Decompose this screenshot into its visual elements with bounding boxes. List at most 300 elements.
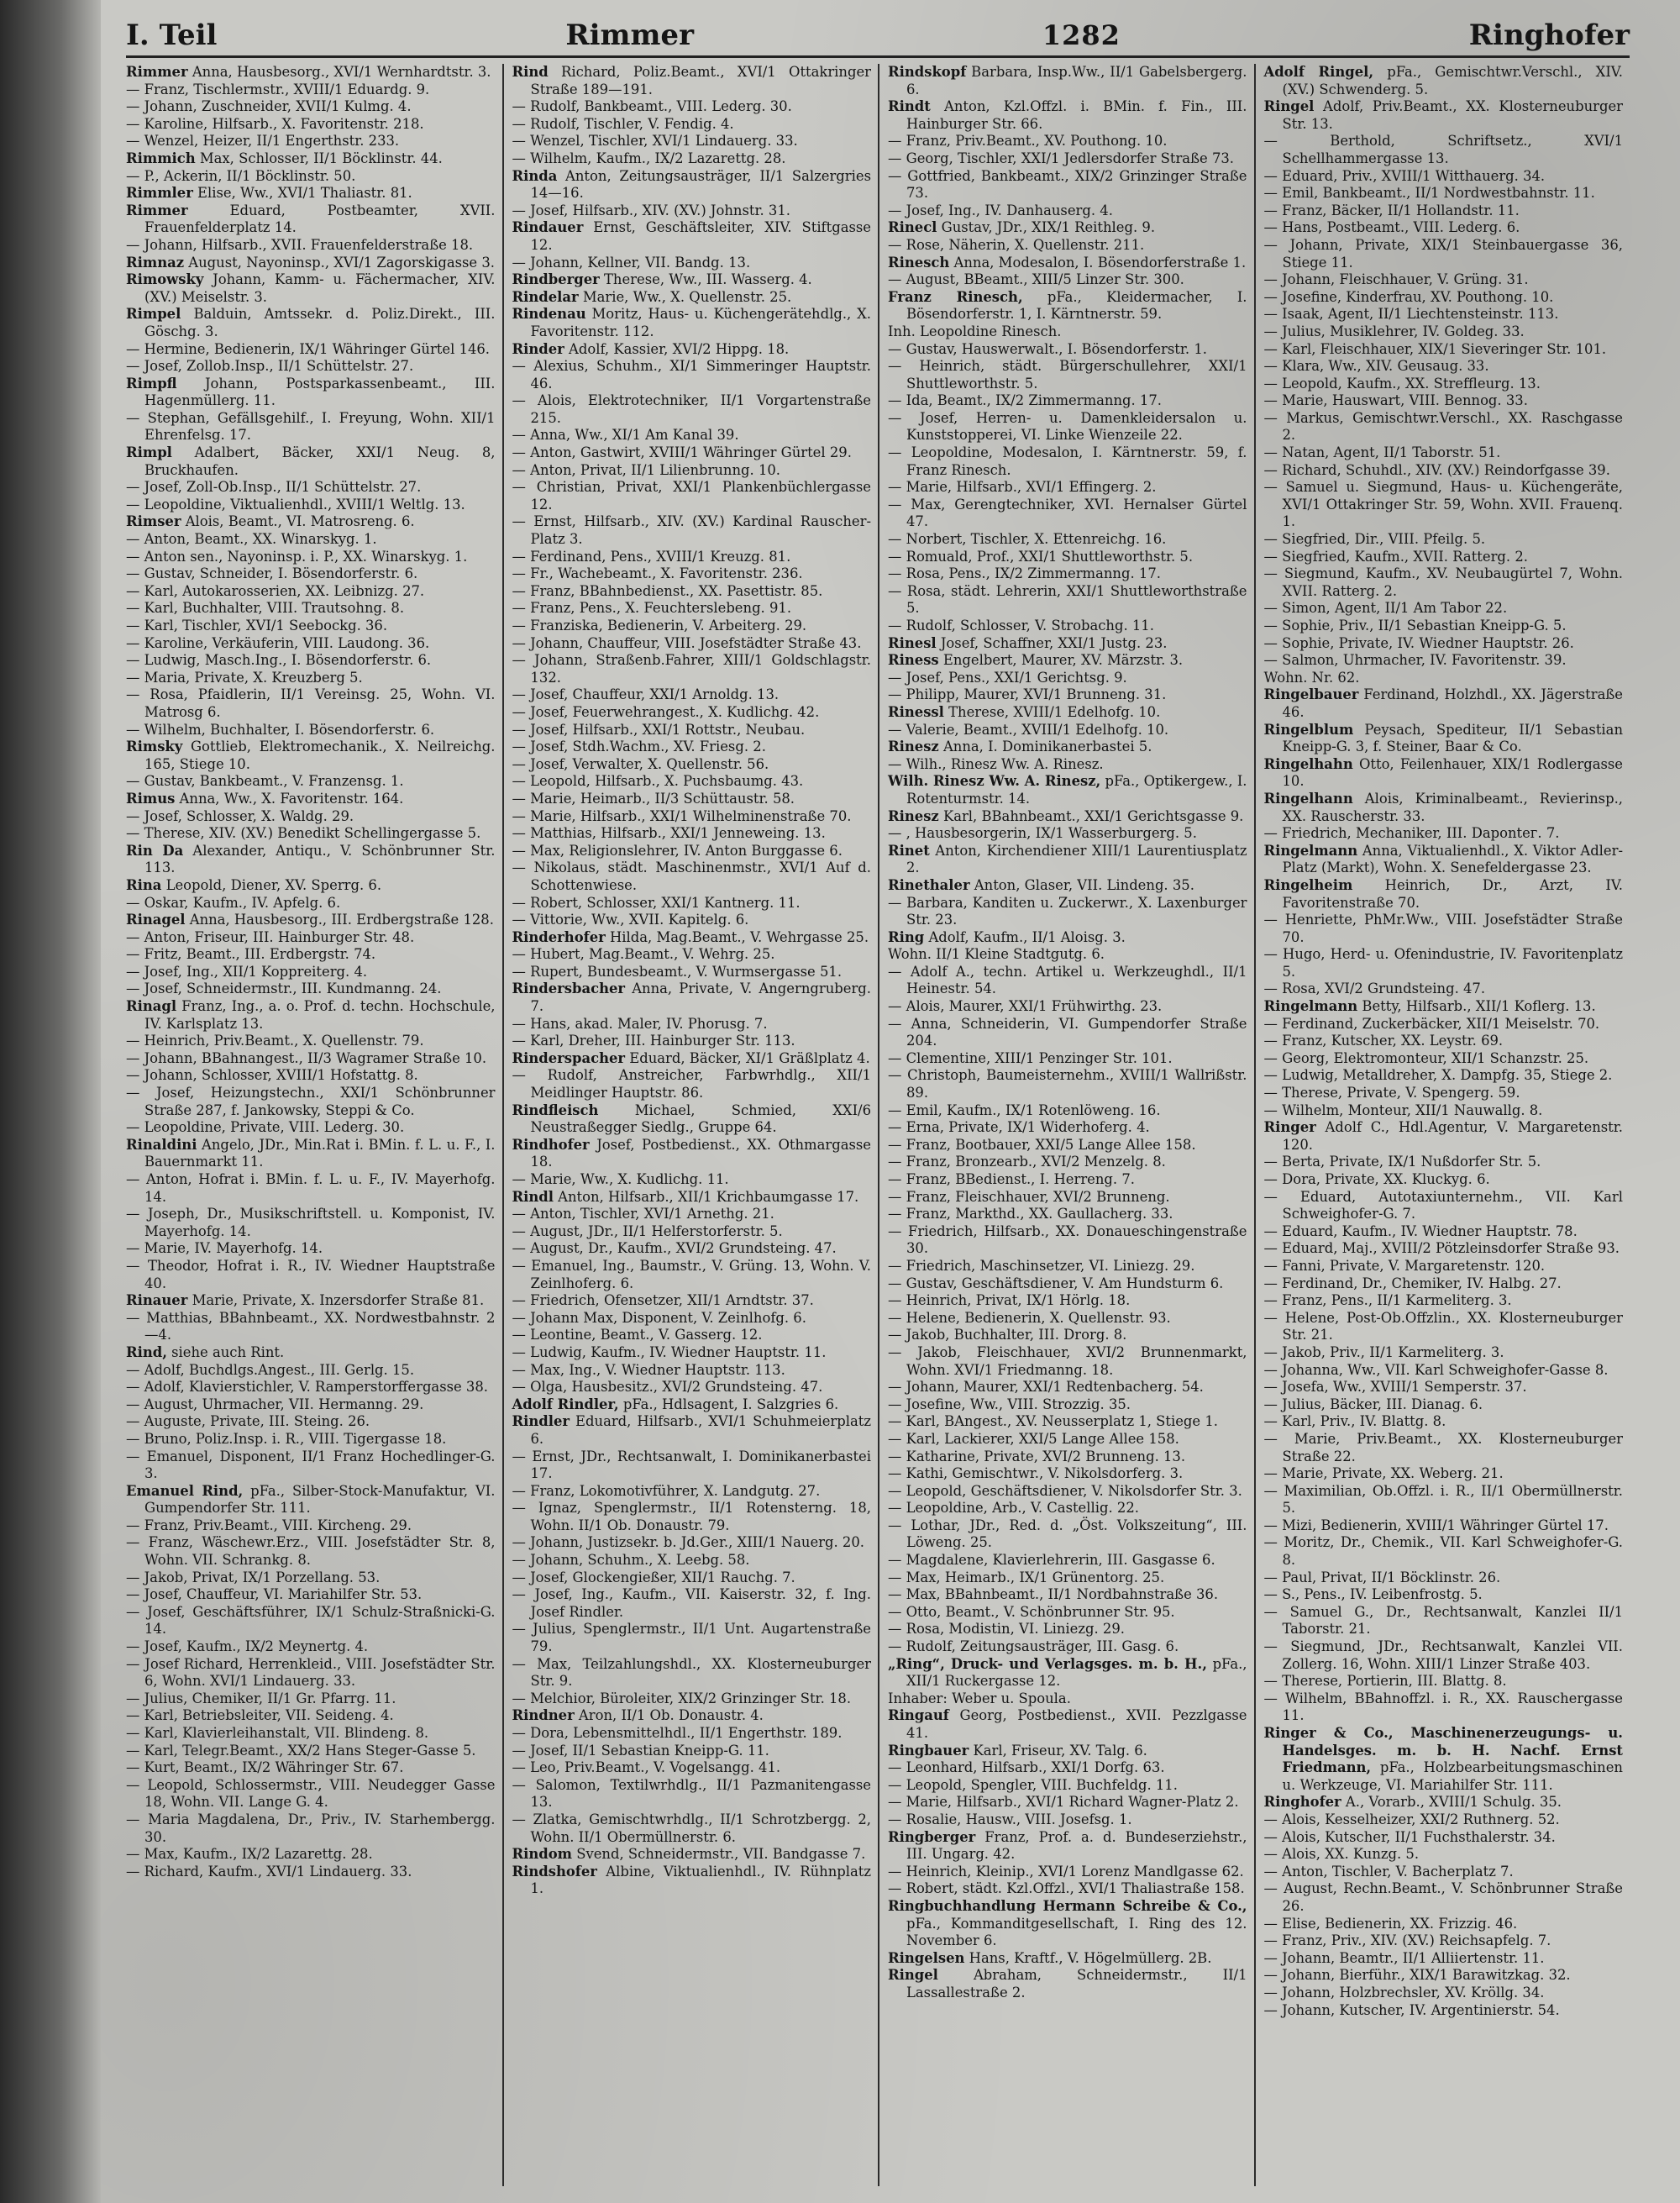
entry-text: — Rosa, Modistin, VI. Liniezg. 29. xyxy=(888,1621,1125,1638)
directory-entry xyxy=(512,1552,872,1569)
directory-entry xyxy=(888,1950,1247,1968)
directory-entry xyxy=(1264,1932,1624,1950)
entry-text: — Oskar, Kaufm., IV. Apfelg. 6. xyxy=(126,894,341,911)
entry-text: — Anna, Ww., XI/1 Am Kanal 39. xyxy=(512,427,739,444)
directory-entry xyxy=(888,219,1247,237)
entry-text: — Franz, BBedienst., I. Herreng. 7. xyxy=(888,1171,1135,1187)
directory-entry xyxy=(512,219,872,254)
directory-entry xyxy=(512,1171,872,1189)
directory-entry xyxy=(1264,410,1624,444)
entry-text: — Erna, Private, IX/1 Widerhoferg. 4. xyxy=(888,1119,1150,1136)
entry-text: — Johann, BBahnangest., II/3 Wagramer Straße 10. xyxy=(126,1049,487,1066)
directory-entry xyxy=(512,583,872,601)
directory-entry xyxy=(512,1067,872,1102)
directory-entry xyxy=(126,1050,496,1068)
directory-entry xyxy=(888,1967,1247,2001)
entry-text: — Wilhelm, BBahnoffzl. i. R., XX. Rauschergasse 11. xyxy=(1263,1690,1623,1724)
directory-entry xyxy=(126,791,496,808)
directory-entry xyxy=(1264,946,1624,981)
directory-entry xyxy=(512,255,872,272)
entry-text: — Dora, Private, XX. Kluckyg. 6. xyxy=(1263,1171,1490,1187)
directory-entry xyxy=(126,1413,496,1431)
directory-entry xyxy=(126,1846,496,1864)
directory-entry xyxy=(126,1638,496,1656)
entry-surname: Rindelar xyxy=(512,288,579,305)
directory-entry xyxy=(1264,877,1624,912)
directory-entry xyxy=(1264,98,1624,133)
entry-text: Therese, Ww., III. Wasserg. 4. xyxy=(599,271,812,288)
directory-entry xyxy=(1264,998,1624,1016)
entry-text: — Emil, Kaufm., IX/1 Rotenlöweng. 16. xyxy=(888,1102,1161,1118)
entry-text: — Franz, Kutscher, XX. Leystr. 69. xyxy=(1263,1033,1504,1049)
entry-surname: Rinagl xyxy=(126,998,177,1015)
directory-entry xyxy=(512,133,872,150)
directory-entry xyxy=(1264,185,1624,202)
entry-text: — Leopold, Kaufm., XX. Streffleurg. 13. xyxy=(1263,375,1541,392)
entry-surname: Rimpl xyxy=(126,444,172,461)
entry-surname: Adolf Rindler, xyxy=(512,1396,619,1412)
entry-surname: Rinda xyxy=(512,167,558,184)
directory-entry xyxy=(512,1206,872,1223)
entry-surname: Rindner xyxy=(512,1707,575,1724)
directory-entry xyxy=(126,964,496,981)
entry-text: Richard, Poliz.Beamt., XVI/1 Ottakringer Straße 189—191. xyxy=(530,64,871,97)
entry-text: — Gustav, Hauswerwalt., I. Bösendorferstr. 1. xyxy=(888,340,1207,357)
entry-text: — Anna, Schneiderin, VI. Gumpendorfer Straße 204. xyxy=(888,1015,1247,1049)
directory-entry xyxy=(1264,1050,1624,1068)
entry-text: — Johann, Schuhm., X. Leebg. 58. xyxy=(512,1552,750,1569)
directory-entry xyxy=(126,185,496,202)
directory-entry xyxy=(512,1223,872,1241)
directory-entry xyxy=(1264,670,1624,687)
entry-text: — Franz, Tischlermstr., XVIII/1 Eduardg. 9. xyxy=(126,81,430,97)
directory-entry xyxy=(888,895,1247,929)
directory-entry xyxy=(888,1137,1247,1154)
entry-text: Ernst, Geschäftsleiter, XIV. Stiftgasse 12. xyxy=(530,219,871,253)
entry-surname: Rinesz xyxy=(888,739,939,755)
directory-entry xyxy=(512,1743,872,1760)
directory-entry xyxy=(512,600,872,618)
directory-entry xyxy=(512,116,872,134)
entry-text: Adalbert, Bäcker, XXI/1 Neug. 8, Bruckhaufen. xyxy=(144,444,496,478)
directory-entry xyxy=(888,1552,1247,1569)
entry-text: — Ferdinand, Dr., Chemiker, IV. Halbg. 27. xyxy=(1263,1275,1562,1291)
directory-entry xyxy=(1264,549,1624,566)
entry-text: — Rose, Näherin, X. Quellenstr. 211. xyxy=(888,236,1145,253)
entry-text: Adolf, Kaufm., II/1 Aloisg. 3. xyxy=(924,928,1126,945)
directory-entry xyxy=(1264,1275,1624,1293)
directory-entry xyxy=(512,895,872,912)
directory-entry xyxy=(888,1743,1247,1760)
directory-entry xyxy=(126,998,496,1033)
page-header xyxy=(126,15,1630,58)
entry-text: — Anton sen., Nayoninsp. i. P., XX. Winarskyg. 1. xyxy=(126,548,468,565)
directory-entry xyxy=(888,64,1247,98)
directory-entry xyxy=(888,1449,1247,1466)
directory-entry xyxy=(1264,1864,1624,1881)
entry-text: — Josef, Chauffeur, VI. Mariahilfer Str. 53. xyxy=(126,1586,423,1603)
directory-entry xyxy=(512,479,872,513)
directory-entry xyxy=(888,341,1247,359)
directory-entry xyxy=(512,843,872,860)
directory-entry xyxy=(1264,912,1624,946)
directory-entry xyxy=(1264,1258,1624,1275)
entry-surname: Rinessl xyxy=(888,703,944,720)
directory-entry xyxy=(512,1102,872,1137)
entry-surname: Rindskopf xyxy=(888,64,967,80)
entry-surname: Ringberger xyxy=(888,1828,976,1845)
directory-entry xyxy=(1264,618,1624,635)
directory-entry xyxy=(1264,1379,1624,1396)
directory-entry xyxy=(1264,1171,1624,1189)
entry-text: — Josefine, Ww., VIII. Strozzig. 35. xyxy=(888,1396,1131,1412)
directory-entry xyxy=(1264,1690,1624,1725)
entry-text: — Hans, Postbeamt., VIII. Lederg. 6. xyxy=(1263,219,1520,236)
entry-text: — Johann Max, Disponent, V. Zeinlhofg. 6. xyxy=(512,1309,806,1326)
entry-text: Johann, Kamm- u. Fächermacher, XIV. (XV.) Meiselstr. 3. xyxy=(144,271,496,305)
entry-text: — Anton, Beamt., XX. Winarskyg. 1. xyxy=(126,531,377,548)
entry-text: — Norbert, Tischler, X. Ettenreichg. 16. xyxy=(888,531,1167,548)
entry-text: — Ernst, JDr., Rechtsanwalt, I. Dominikanerbastei 17. xyxy=(512,1448,871,1482)
entry-text: — Emanuel, Ing., Baumstr., V. Grüng. 13, Wohn. V. Zeinlhoferg. 6. xyxy=(512,1257,871,1291)
directory-entry xyxy=(126,1864,496,1881)
entry-text: — Elise, Bedienerin, XX. Frizzig. 46. xyxy=(1263,1915,1518,1932)
entry-text: — Karl, Klavierleihanstalt, VII. Blindeng. 8. xyxy=(126,1725,429,1741)
directory-entry xyxy=(126,1396,496,1414)
directory-entry xyxy=(1264,825,1624,843)
directory-entry xyxy=(126,1379,496,1396)
entry-text: pFa., Holzbearbeitungsmaschinen u. Werkzeuge, VI. Mariahilfer Str. 111. xyxy=(1282,1759,1623,1793)
directory-entry xyxy=(512,392,872,427)
directory-entry xyxy=(1264,565,1624,600)
directory-entry xyxy=(512,427,872,444)
entry-text: Anton, Kzl.Offzl. i. BMin. f. Fin., III. Hainburger Str. 66. xyxy=(906,98,1247,132)
entry-text: — Max, Heimarb., IX/1 Grünentorg. 25. xyxy=(888,1569,1165,1585)
directory-entry xyxy=(1264,1880,1624,1915)
directory-entry xyxy=(512,773,872,791)
entry-text: — Karl, Autokarosserien, XX. Leibnizg. 27. xyxy=(126,582,425,599)
entry-text: Franz, Ing., a. o. Prof. d. techn. Hochschule, IV. Karlsplatz 13. xyxy=(144,998,496,1032)
entry-text: — Philipp, Maurer, XVI/1 Brunneng. 31. xyxy=(888,686,1167,703)
directory-entry xyxy=(512,1864,872,1898)
directory-entry xyxy=(512,808,872,826)
entry-text: — Johann, Chauffeur, VIII. Josefstädter Straße 43. xyxy=(512,634,862,651)
entry-text: — Marie, Ww., X. Kudlichg. 11. xyxy=(512,1171,729,1187)
entry-text: — Leopoldine, Modesalon, I. Kärntnerstr. 59, f. Franz Rinesch. xyxy=(888,444,1247,478)
directory-entry xyxy=(1264,1846,1624,1864)
entry-text: — Franz, Priv.Beamt., XV. Pouthong. 10. xyxy=(888,133,1168,150)
directory-entry xyxy=(512,1016,872,1033)
entry-surname: Rimmer xyxy=(126,202,188,218)
entry-text: — Eduard, Kaufm., IV. Wiedner Hauptstr. 78. xyxy=(1263,1222,1578,1239)
entry-text: Wohn. Nr. 62. xyxy=(1263,669,1360,686)
entry-surname: Rinethaler xyxy=(888,876,970,893)
directory-entry xyxy=(126,635,496,653)
directory-entry xyxy=(126,773,496,791)
entry-text: Anna, Hausbesorg., XVI/1 Wernhardtstr. 3. xyxy=(187,64,491,80)
entry-text: — Rudolf, Zeitungsausträger, III. Gasg. 6. xyxy=(888,1638,1179,1655)
directory-entry xyxy=(512,168,872,202)
directory-entry xyxy=(126,929,496,947)
directory-entry xyxy=(1264,237,1624,271)
entry-text: — Richard, Kaufm., XVI/1 Lindauerg. 33. xyxy=(126,1863,412,1880)
entry-text: — Leopold, Geschäftsdiener, V. Nikolsdorfer Str. 3. xyxy=(888,1482,1242,1499)
entry-text: Alois, Beamt., VI. Matrosreng. 6. xyxy=(181,513,415,530)
directory-entry xyxy=(1264,1033,1624,1050)
directory-entry xyxy=(512,1137,872,1171)
directory-entry xyxy=(512,1344,872,1362)
entry-text: pFa., Optikergew., I. Rotenturmstr. 14. xyxy=(906,773,1247,807)
directory-entry xyxy=(1264,358,1624,376)
directory-entry xyxy=(126,1362,496,1380)
directory-entry xyxy=(512,1483,872,1501)
entry-text: — Franz, Bäcker, II/1 Hollandstr. 11. xyxy=(1263,202,1520,218)
entry-text: — Josef, Chauffeur, XXI/1 Arnoldg. 13. xyxy=(512,686,780,703)
entry-text: — Berta, Private, IX/1 Nußdorfer Str. 5. xyxy=(1263,1154,1541,1170)
directory-entry xyxy=(1264,686,1624,721)
directory-entry xyxy=(126,946,496,964)
entry-surname: Emanuel Rind, xyxy=(126,1482,244,1499)
directory-entry xyxy=(888,704,1247,722)
entry-text: — Therese, Private, V. Spengerg. 59. xyxy=(1263,1085,1520,1102)
entry-text: — Sophie, Private, IV. Wiedner Hauptstr. 26. xyxy=(1263,634,1574,651)
directory-entry xyxy=(888,583,1247,618)
entry-text: Adolf C., Hdl.Agentur, V. Margaretenstr. 120. xyxy=(1282,1119,1623,1153)
entry-surname: Rimnaz xyxy=(126,254,185,271)
entry-text: — Barbara, Kanditen u. Zuckerwr., X. Laxenburger Str. 23. xyxy=(888,894,1247,928)
directory-entry xyxy=(1264,341,1624,359)
entry-text: — Wenzel, Heizer, II/1 Engerthstr. 233. xyxy=(126,133,400,150)
directory-entry xyxy=(1264,722,1624,756)
entry-surname: Ringauf xyxy=(888,1707,949,1724)
directory-entry xyxy=(512,1500,872,1534)
directory-entry xyxy=(126,1206,496,1240)
entry-surname: Rimus xyxy=(126,790,176,807)
entry-text: — Josef, Hilfsarb., XXI/1 Rottstr., Neubau. xyxy=(512,721,806,738)
directory-entry xyxy=(1264,1292,1624,1310)
directory-entry xyxy=(1264,392,1624,410)
entry-text: — Max, Ing., V. Wiedner Hauptstr. 113. xyxy=(512,1361,785,1378)
entry-text: — Moritz, Dr., Chemik., VII. Karl Schweighofer-G. 8. xyxy=(1263,1534,1623,1569)
directory-entry xyxy=(888,843,1247,877)
directory-entry xyxy=(888,1483,1247,1501)
entry-text: — Karoline, Verkäuferin, VIII. Laudong. 36. xyxy=(126,634,430,651)
entry-surname: „Ring“, Druck- und Verlagsges. m. b. H., xyxy=(888,1655,1207,1672)
entry-text: — Olga, Hausbesitz., XVI/2 Grundsteing. 47. xyxy=(512,1379,823,1396)
directory-entry xyxy=(1264,271,1624,289)
directory-entry xyxy=(512,1725,872,1743)
entry-text: A., Vorarb., XVIII/1 Schulg. 35. xyxy=(1341,1794,1562,1811)
directory-entry xyxy=(126,722,496,739)
directory-entry xyxy=(888,1638,1247,1656)
directory-entry xyxy=(1264,1431,1624,1465)
directory-entry xyxy=(1264,600,1624,618)
entry-text: Anna, Private, V. Angerngruberg. 7. xyxy=(530,981,871,1015)
first-entry-name: Rimmer xyxy=(565,18,694,52)
entry-text: — Ignaz, Spenglermstr., II/1 Rotensterng. 18, Wohn. II/1 Ob. Donaustr. 79. xyxy=(512,1500,871,1533)
directory-entry xyxy=(888,1413,1247,1431)
entry-text: — Gustav, Geschäftsdiener, V. Am Hundsturm 6. xyxy=(888,1275,1224,1291)
entry-text: — Adolf, Klavierstichler, V. Ramperstorffergasse 38. xyxy=(126,1379,489,1396)
entry-text: — Stephan, Gefällsgehilf., I. Freyung, Wohn. XII/1 Ehrenfelsg. 17. xyxy=(126,409,496,444)
directory-entry xyxy=(1264,376,1624,393)
entry-surname: Rindfleisch xyxy=(512,1102,599,1118)
directory-entry xyxy=(888,1050,1247,1068)
entry-surname: Ring xyxy=(888,928,925,945)
entry-text: — Alois, XX. Kunzg. 5. xyxy=(1263,1846,1420,1863)
directory-entry xyxy=(126,150,496,168)
directory-entry xyxy=(1264,635,1624,653)
directory-entry xyxy=(888,946,1247,964)
directory-entry xyxy=(126,255,496,272)
entry-text: Svend, Schneidermstr., VII. Bandgasse 7. xyxy=(572,1846,866,1863)
directory-entry xyxy=(888,1621,1247,1638)
entry-text: — Wilhelm, Buchhalter, I. Bösendorferstr. 6. xyxy=(126,721,435,738)
directory-entry xyxy=(512,981,872,1015)
entry-surname: Rindl xyxy=(512,1188,554,1205)
directory-entry xyxy=(888,877,1247,895)
entry-text: — Josef, Feuerwehrangest., X. Kudlichg. 42. xyxy=(512,703,820,720)
entry-text: — Karl, Betriebsleiter, VII. Seideng. 4. xyxy=(126,1707,394,1724)
entry-text: — Otto, Beamt., V. Schönbrunner Str. 95. xyxy=(888,1603,1175,1620)
entry-surname: Ringelmann xyxy=(1263,998,1358,1015)
directory-entry xyxy=(126,583,496,601)
entry-text: — Friedrich, Maschinsetzer, VI. Liniezg. 29. xyxy=(888,1257,1195,1274)
directory-entry xyxy=(1264,756,1624,791)
entry-text: — Friedrich, Mechaniker, III. Dapontег. 7. xyxy=(1263,825,1560,842)
entry-text: — Franz, Priv., XIV. (XV.) Reichsapfelg. 7. xyxy=(1263,1932,1551,1949)
entry-surname: Ringel xyxy=(1263,98,1315,115)
directory-entry xyxy=(126,1743,496,1760)
entry-text: — Marie, Hilfsarb., XVI/1 Effingerg. 2. xyxy=(888,479,1157,496)
entry-text: pFa., Gemischtwr.Verschl., XIV. (XV.) Schwenderg. 5. xyxy=(1282,64,1623,97)
entry-text: — Samuel u. Siegmund, Haus- u. Küchengeräte, XVI/1 Ottakringer Str. 59, Wohn. XVII. Frauenq. 1. xyxy=(1263,479,1623,530)
entry-text: — Wilhelm, Monteur, XII/1 Nauwallg. 8. xyxy=(1263,1102,1543,1118)
entry-text: — Josef, Geschäftsführer, IX/1 Schulz-Straßnicki-G. 14. xyxy=(126,1603,496,1638)
directory-entry xyxy=(512,202,872,220)
entry-surname: Rinesz xyxy=(888,807,939,824)
entry-text: — Franz, Priv.Beamt., VIII. Kircheng. 29. xyxy=(126,1517,412,1533)
directory-entry xyxy=(888,1898,1247,1950)
directory-entry xyxy=(512,1033,872,1050)
directory-entry xyxy=(512,1846,872,1864)
entry-text: — Georg, Tischler, XXI/1 Jedlersdorfer Straße 73. xyxy=(888,150,1235,166)
directory-entry xyxy=(126,444,496,479)
entry-text: — Ferdinand, Zuckerbäcker, XII/1 Meiselstr. 70. xyxy=(1263,1015,1600,1032)
entry-text: — Richard, Schuhdl., XIV. (XV.) Reindorfgasse 39. xyxy=(1263,461,1610,478)
entry-text: — Ludwig, Masch.Ing., I. Bösendorferstr. 6. xyxy=(126,652,432,669)
entry-text: — Alois, Elektrotechniker, II/1 Vorgartenstraße 215. xyxy=(512,392,871,426)
directory-entry xyxy=(888,722,1247,739)
entry-text: — Johann, Bierführ., XIX/1 Barawitzkag. 32. xyxy=(1263,1967,1571,1984)
entry-text: — Josef, Herren- u. Damenkleidersalon u. Kunststopperei, VI. Linke Wienzeile 22. xyxy=(888,409,1247,444)
directory-entry xyxy=(512,1621,872,1655)
entry-text: — Kathi, Gemischtwr., V. Nikolsdorferg. 3. xyxy=(888,1465,1184,1482)
entry-text: — Isaak, Agent, II/1 Liechtensteinstr. 113. xyxy=(1263,306,1559,323)
entry-text: — Eduard, Maj., XVIII/2 Pötzleinsdorfer Straße 93. xyxy=(1263,1240,1620,1257)
directory-entry xyxy=(512,549,872,566)
directory-entry xyxy=(888,565,1247,583)
directory-entry xyxy=(888,635,1247,653)
directory-entry xyxy=(888,1829,1247,1864)
entry-text: — Josef Richard, Herrenkleid., VIII. Josefstädter Str. 6, Wohn. XVI/1 Lindauerg. 33. xyxy=(126,1655,496,1690)
directory-entry xyxy=(888,358,1247,392)
directory-entry xyxy=(512,341,872,359)
entry-text: pFa., Kommanditgesellschaft, I. Ring des 12. November 6. xyxy=(906,1915,1247,1949)
directory-entry xyxy=(126,1534,496,1569)
entry-surname: Ringelmann xyxy=(1263,842,1358,859)
entry-text: — Christian, Privat, XXI/1 Plankenbüchlergasse 12. xyxy=(512,479,871,513)
entry-text: Marie, Private, X. Inzersdorfer Straße 81. xyxy=(187,1292,485,1309)
entry-surname: Rinder xyxy=(512,340,564,357)
entry-text: Betty, Hilfsarb., XII/1 Koflerg. 13. xyxy=(1357,998,1596,1015)
entry-text: — Karl, Priv., IV. Blattg. 8. xyxy=(1263,1413,1446,1430)
entry-surname: Ringelhann xyxy=(1263,790,1353,807)
directory-entry xyxy=(888,1569,1247,1587)
directory-entry xyxy=(512,791,872,808)
directory-entry xyxy=(126,565,496,583)
entry-text: — Leopold, Spengler, VIII. Buchfeldg. 11. xyxy=(888,1776,1178,1793)
entry-text: — Siegfried, Dir., VIII. Pfeilg. 5. xyxy=(1263,531,1486,548)
entry-text: — Hugo, Herd- u. Ofenindustrie, IV. Favoritenplatz 5. xyxy=(1263,946,1623,980)
directory-entry xyxy=(126,1067,496,1085)
entry-text: Michael, Schmied, XXI/6 Neustraßegger Siedlg., Gruppe 64. xyxy=(530,1102,871,1136)
directory-entry xyxy=(126,1119,496,1137)
entry-text: — Siegfried, Kaufm., XVII. Ratterg. 2. xyxy=(1263,548,1528,565)
directory-entry xyxy=(1264,652,1624,670)
directory-entry xyxy=(1264,1154,1624,1171)
entry-text: — Franz, Bronzearb., XVI/2 Menzelg. 8. xyxy=(888,1154,1166,1170)
directory-entry xyxy=(1264,1189,1624,1223)
directory-entry xyxy=(126,98,496,116)
directory-entry xyxy=(512,929,872,947)
entry-surname: Rinderhofer xyxy=(512,928,606,945)
entry-text: Leopold, Diener, XV. Sperrg. 6. xyxy=(161,876,382,893)
directory-entry xyxy=(888,1258,1247,1275)
directory-entry xyxy=(512,1413,872,1448)
entry-text: — Josef, Schlosser, X. Waldg. 29. xyxy=(126,807,354,824)
directory-entry xyxy=(126,306,496,340)
directory-entry xyxy=(888,773,1247,807)
entry-text: — Hermine, Bedienerin, IX/1 Währinger Gürtel 146. xyxy=(126,340,491,357)
entry-text: — Jakob, Priv., II/1 Karmeliterg. 3. xyxy=(1263,1343,1504,1360)
last-entry-name: Ringhofer xyxy=(1468,18,1630,52)
directory-entry xyxy=(512,98,872,116)
directory-entry xyxy=(888,1880,1247,1898)
entry-text: — Eduard, Priv., XVIII/1 Witthauerg. 34. xyxy=(1263,167,1546,184)
directory-entry xyxy=(888,964,1247,998)
entry-text: — Leopoldine, Arb., V. Castellig. 22. xyxy=(888,1500,1139,1517)
directory-entry xyxy=(888,618,1247,635)
entry-text: — Paul, Privat, II/1 Böcklinstr. 26. xyxy=(1263,1569,1501,1585)
directory-entry xyxy=(126,1292,496,1310)
entry-surname: Rimowsky xyxy=(126,271,204,288)
entry-text: — Marie, Heimarb., II/3 Schüttaustr. 58. xyxy=(512,790,795,807)
entry-text: — Max, Teilzahlungshdl., XX. Klosterneuburger Str. 9. xyxy=(512,1655,871,1690)
directory-entry xyxy=(1264,1483,1624,1517)
entry-text: — Karl, Tischler, XVI/1 Seebockg. 36. xyxy=(126,618,388,634)
entry-text: — Emil, Bankbeamt., II/1 Nordwestbahnstr. 11. xyxy=(1263,185,1595,202)
directory-entry xyxy=(126,1811,496,1846)
entry-text: — Franz, BBahnbedienst., XX. Pasettistr. 85. xyxy=(512,582,823,599)
directory-entry xyxy=(1264,1967,1624,1985)
directory-entry xyxy=(888,1379,1247,1396)
entry-text: — Julius, Bäcker, III. Dianag. 6. xyxy=(1263,1396,1483,1412)
entry-text: — Fr., Wachebeamt., X. Favoritenstr. 236. xyxy=(512,565,803,582)
entry-text: — Emanuel, Disponent, II/1 Franz Hochedlinger-G. 3. xyxy=(126,1448,496,1482)
directory-entry xyxy=(888,1154,1247,1171)
entry-text: — Maria Magdalena, Dr., Priv., IV. Starhembergg. 30. xyxy=(126,1811,496,1845)
